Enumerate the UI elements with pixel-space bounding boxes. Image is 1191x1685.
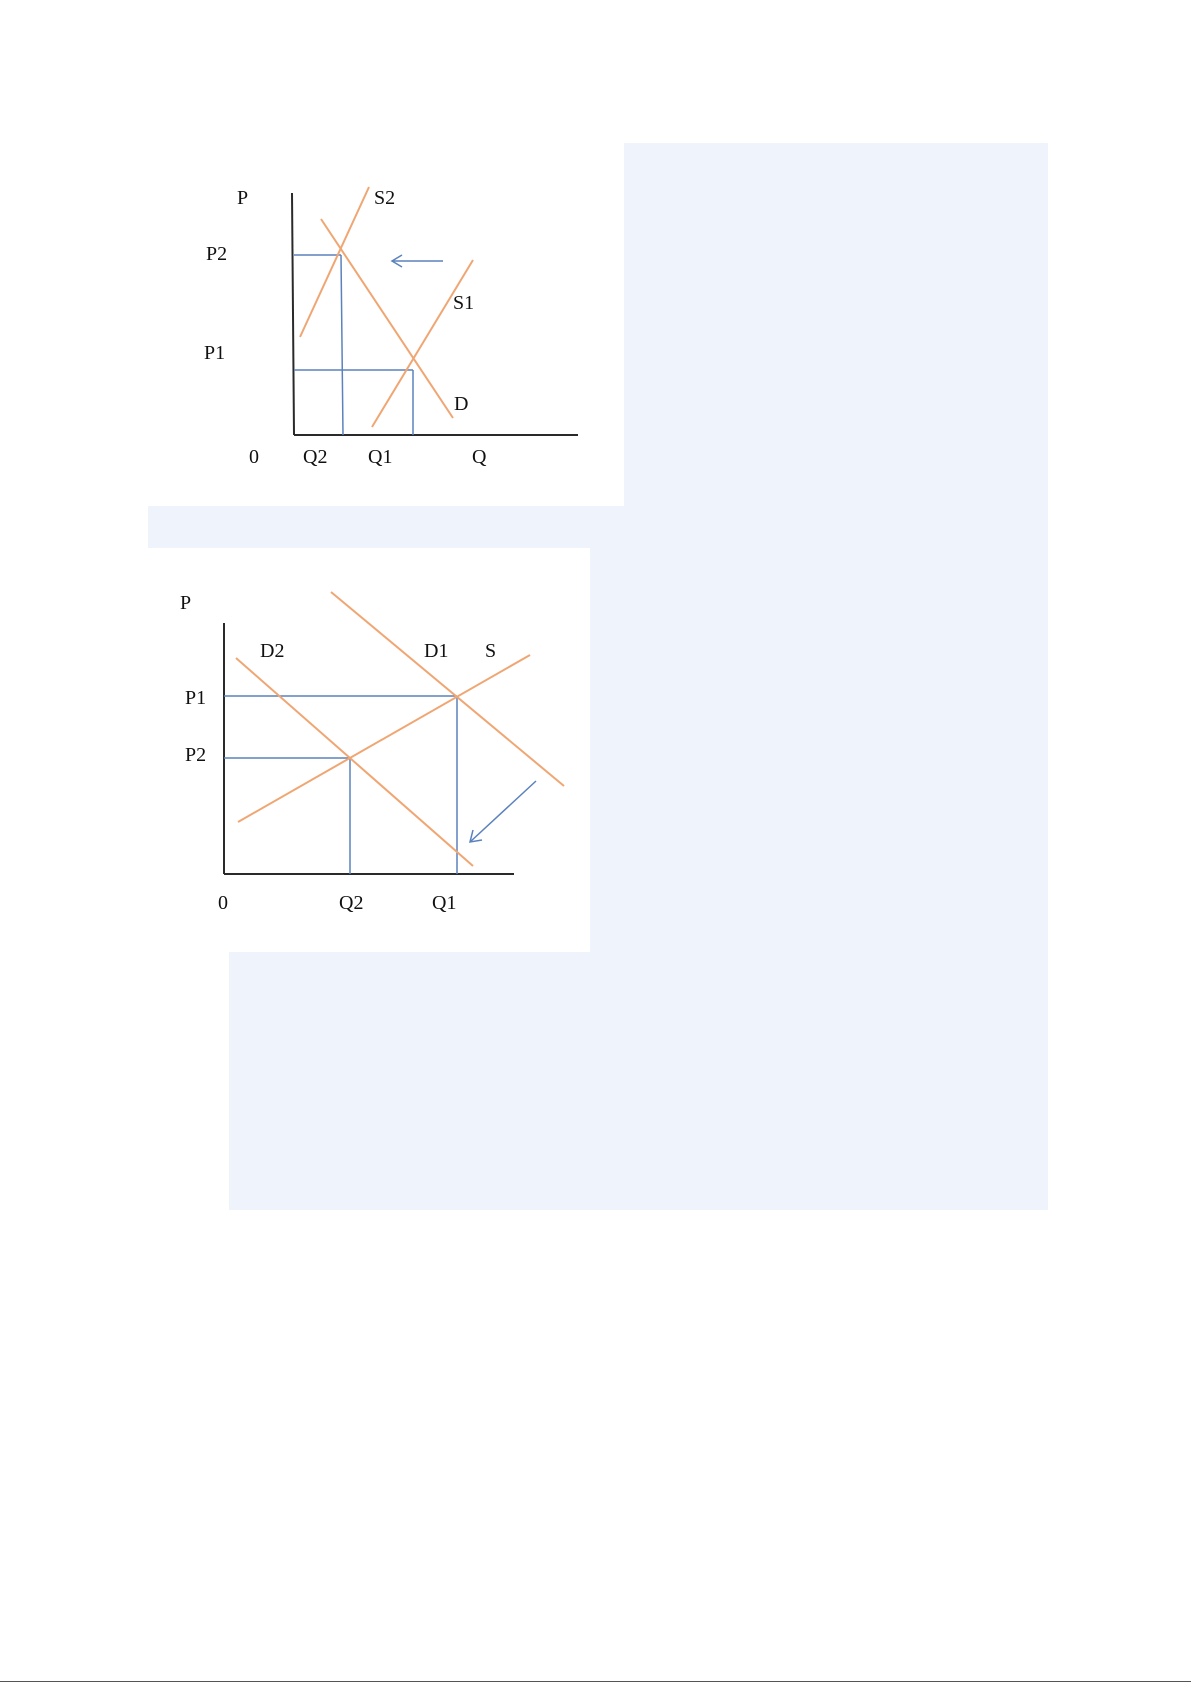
- label-quantity-q1: Q1: [432, 892, 457, 914]
- left-shift-arrow-icon: [392, 255, 443, 267]
- label-demand-d1: D1: [424, 640, 449, 662]
- label-quantity-q1: Q1: [368, 446, 393, 468]
- supply-curve-s: [238, 655, 530, 822]
- label-price-p1: P1: [185, 687, 207, 709]
- label-demand-d2: D2: [260, 640, 285, 662]
- supply-shift-diagram: [148, 143, 624, 506]
- label-quantity-q2: Q2: [303, 446, 328, 468]
- label-supply-s: S: [485, 640, 497, 662]
- label-price-axis: P: [237, 187, 249, 209]
- label-demand-d: D: [454, 393, 469, 415]
- label-price-p1: P1: [204, 342, 226, 364]
- label-quantity-q2: Q2: [339, 892, 364, 914]
- supply-curve-s2: [300, 187, 369, 337]
- demand-shift-svg: [148, 548, 590, 952]
- supply-shift-svg: [148, 143, 624, 506]
- demand-curve-d1: [331, 592, 564, 786]
- label-price-p2: P2: [185, 744, 207, 766]
- demand-curve-d: [321, 219, 453, 418]
- footer-rule: [0, 1681, 1191, 1682]
- label-supply-s1: S1: [453, 292, 475, 314]
- label-supply-s2: S2: [374, 187, 396, 209]
- label-price-p2: P2: [206, 243, 228, 265]
- demand-shift-diagram: [148, 548, 590, 952]
- label-origin: 0: [249, 446, 259, 468]
- label-origin: 0: [218, 892, 228, 914]
- label-price-axis: P: [180, 592, 192, 614]
- q2-guide-line: [341, 255, 343, 435]
- demand-curve-d2: [236, 658, 473, 866]
- down-left-shift-arrow-icon: [470, 781, 536, 842]
- label-quantity-axis: Q: [472, 446, 487, 468]
- price-axis: [292, 193, 294, 435]
